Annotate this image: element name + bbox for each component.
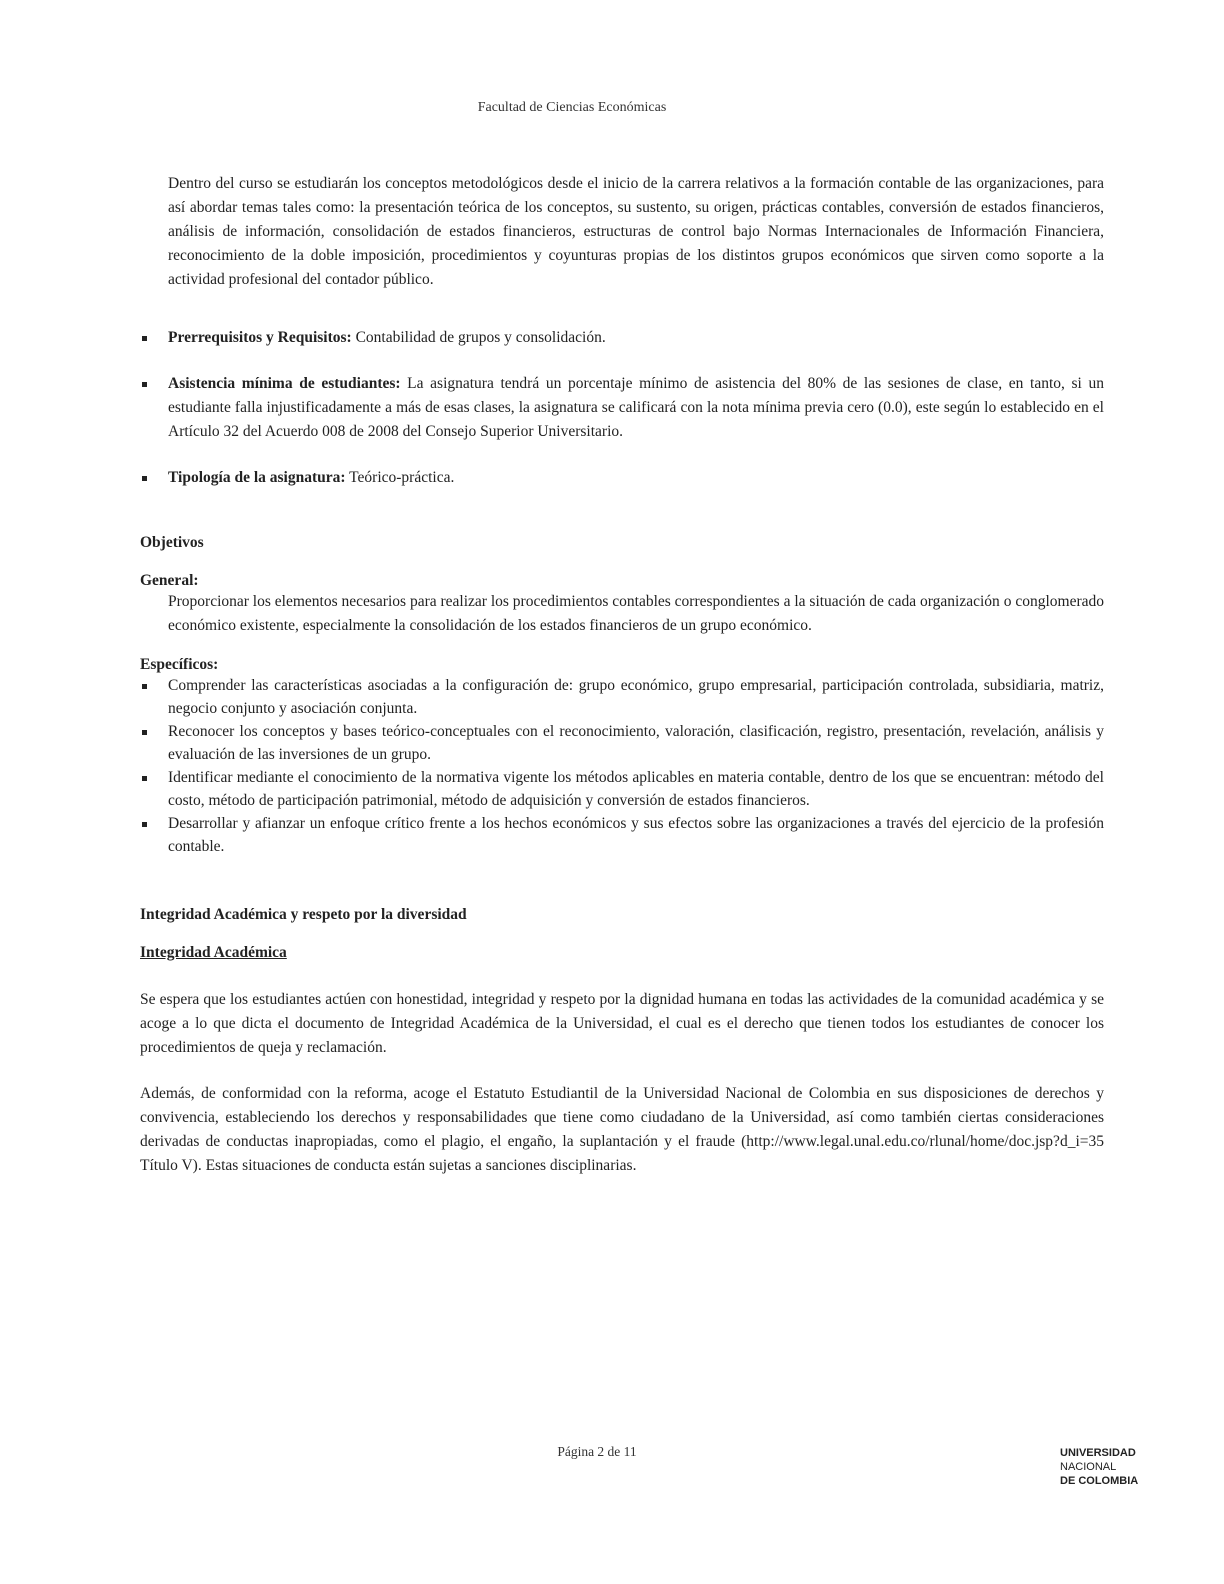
integrity-heading: Integridad Académica y respeto por la diversidad bbox=[140, 906, 467, 923]
list-item bbox=[140, 466, 1104, 490]
objectives-heading: Objetivos bbox=[140, 534, 204, 551]
prerequisites-label: Prerrequisitos y Requisitos: bbox=[168, 329, 352, 346]
attendance-label: Asistencia mínima de estudiantes: bbox=[168, 375, 401, 392]
logo-line-2: NACIONAL bbox=[1060, 1461, 1117, 1473]
list-item: Identificar mediante el conocimiento de la normativa vigente los métodos aplicables en materia contable, dentro de los que se encuentran: método del costo, método de participación patrimonial, método de adquisición y conversión de estados financieros. bbox=[140, 766, 1104, 812]
course-type-label: Tipología de la asignatura: bbox=[168, 469, 346, 486]
university-logo bbox=[1060, 1446, 1170, 1488]
course-type-text: Teórico-práctica. bbox=[345, 469, 455, 486]
document-header: Facultad de Ciencias Económicas bbox=[477, 100, 667, 115]
intro-paragraph: Dentro del curso se estudiarán los conceptos metodológicos desde el inicio de la carrera relativos a la formación contable de las organizaciones, para así abordar temas tales como: la presentación teórica de los conceptos, su sustento, su origen, prácticas contables, conversión de estados financieros, análisis de información, consolidación de estados financieros, estructuras de control bajo Normas Internacionales de Información Financiera, reconocimiento de la doble imposición, procedimientos y coyunturas propias de los distintos grupos económicos que sirven como soporte a la actividad profesional del contador público. bbox=[168, 175, 1104, 288]
general-objective-text: Proporcionar los elementos necesarios para realizar los procedimientos contables correspondientes a la situación de cada organización o conglomerado económico existente, especialmente la consolidación de los estados financieros de un grupo económico. bbox=[168, 593, 1104, 634]
list-item: Reconocer los conceptos y bases teórico-conceptuales con el reconocimiento, valoración, clasificación, registro, presentación, revelación, análisis y evaluación de las inversiones de un grupo. bbox=[140, 720, 1104, 766]
specific-objectives-list bbox=[140, 674, 1104, 858]
integrity-paragraph-2: Además, de conformidad con la reforma, acoge el Estatuto Estudiantil de la Universidad Nacional de Colombia en sus disposiciones de derechos y convivencia, estableciendo los derechos y responsabilidades que tiene como ciudadano de la Universidad, así como también ciertas consideraciones derivadas de conductas inapropiadas, como el plagio, el engaño, la suplantación y el fraude (http://www.legal.unal.edu.co/rlunal/home/doc.jsp?d_i=35 Título V). Estas situaciones de conducta están sujetas a sanciones disciplinarias. bbox=[140, 1085, 1104, 1174]
list-item: Comprender las características asociadas a la configuración de: grupo económico, grupo empresarial, participación controlada, subsidiaria, matriz, negocio conjunto y asociación conjunta. bbox=[140, 674, 1104, 720]
general-objective-heading: General: bbox=[140, 572, 199, 589]
page-number: Página 2 de 11 bbox=[557, 1444, 637, 1459]
course-info-list bbox=[140, 326, 1104, 490]
logo-line-1: UNIVERSIDAD bbox=[1060, 1447, 1136, 1459]
logo-line-3: DE COLOMBIA bbox=[1060, 1475, 1139, 1487]
integrity-paragraph-1: Se espera que los estudiantes actúen con honestidad, integridad y respeto por la dignidad humana en todas las actividades de la comunidad académica y se acoge a lo que dicta el documento de Integridad Académica de la Universidad, el cual es el derecho que tienen todos los estudiantes de conocer los procedimientos de queja y reclamación. bbox=[140, 991, 1104, 1056]
integrity-subheading: Integridad Académica bbox=[140, 944, 287, 961]
list-item bbox=[140, 372, 1104, 444]
list-item: Desarrollar y afianzar un enfoque crítico frente a los hechos económicos y sus efectos sobre las organizaciones a través del ejercicio de la profesión contable. bbox=[140, 812, 1104, 858]
prerequisites-text: Contabilidad de grupos y consolidación. bbox=[351, 329, 606, 346]
specific-objectives-heading: Específicos: bbox=[140, 656, 219, 673]
attendance-text: La asignatura tendrá un porcentaje mínimo de asistencia del 80% de las sesiones de clase, en tanto, si un estudiante falla injustificadamente a más de esas clases, la asignatura se calificará con la nota mínima previa cero (0.0), este según lo establecido en el Artículo 32 del Acuerdo 008 de 2008 del Consejo Superior Universitario. bbox=[168, 375, 1104, 440]
document-body bbox=[140, 172, 1104, 1178]
list-item bbox=[140, 326, 1104, 350]
